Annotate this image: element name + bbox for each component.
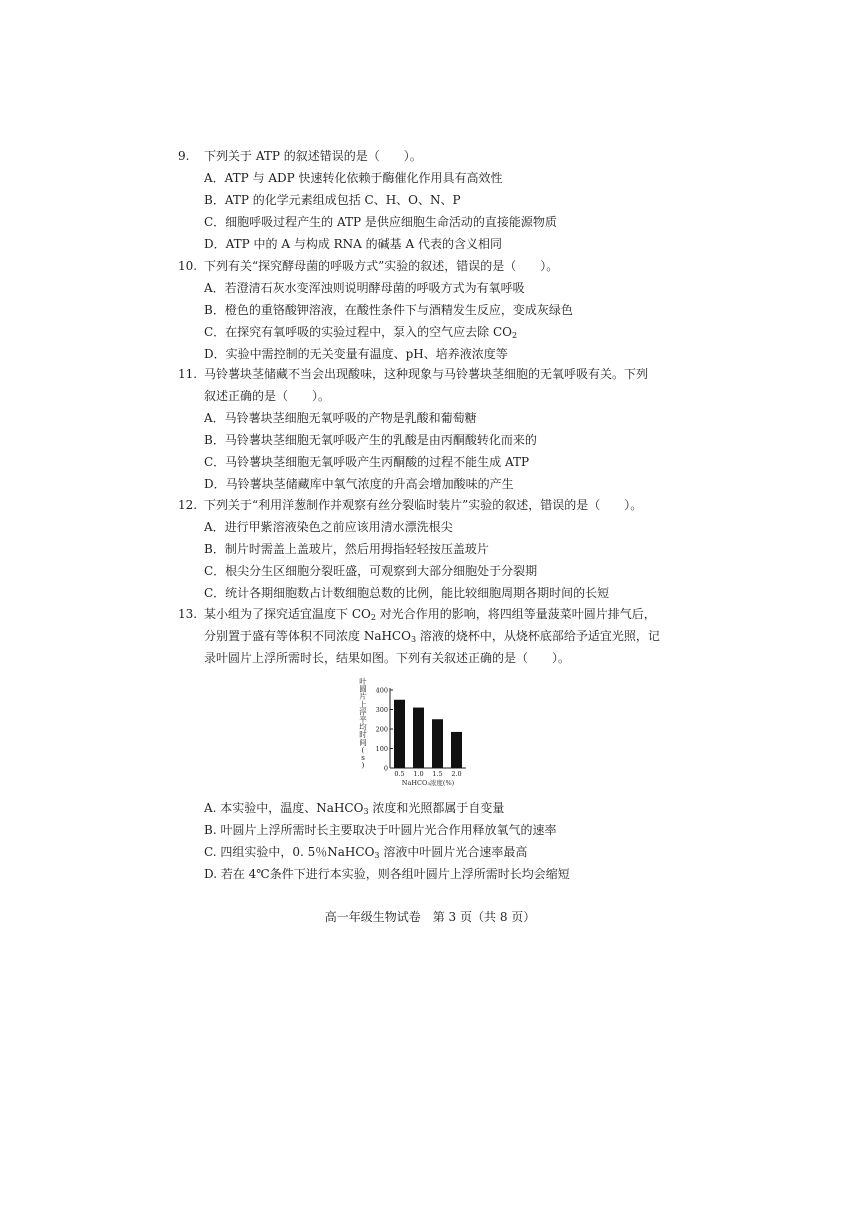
question-stem-line: 12. 下列关于“利用洋葱制作并观察有丝分裂临时装片”实验的叙述，错误的是（ ）。 [178,494,678,516]
x-axis-label: NaHCO₃浓度(%) [401,779,455,787]
question-13-options [178,797,678,885]
question-stem-line: 13. 某小组为了探究适宜温度下 $CO_2$ 对光合作用的影响，将四组等量菠菜叶圆片排气后， [178,603,678,625]
answer-option: C．马铃薯块茎细胞无氧呼吸产生丙酮酸的过程不能生成 ATP [204,455,530,469]
question-13 [178,603,678,669]
question-number: 9. [178,149,190,163]
page-footer: 高一年级生物试卷 第 3 页（共 8 页） [324,910,536,924]
answer-option: A．ATP 与 ADP 快速转化依赖于酶催化作用具有高效性 [204,171,503,185]
x-tick-label: 2.0 [451,770,462,778]
question-number: 11. [178,367,198,381]
question-10 [178,255,678,365]
x-tick-label: 1.0 [413,770,424,778]
question-stem-line: 10. 下列有关“探究酵母菌的呼吸方式”实验的叙述，错误的是（ ）。 [178,255,678,277]
question-stem-line: 叙述正确的是（ ）。 [204,389,331,403]
answer-option: C．根尖分生区细胞分裂旺盛，可观察到大部分细胞处于分裂期 [204,564,538,578]
y-tick-label: 300 [375,706,388,714]
answer-option: C．细胞呼吸过程产生的 ATP 是供应细胞生命活动的直接能源物质 [204,215,557,229]
y-axis-label: 叶圆片上浮平均时间( s ) [359,677,367,770]
answer-option: C．统计各期细胞数占计数细胞总数的比例，能比较细胞周期各期时间的长短 [204,586,610,600]
answer-option: A．若澄清石灰水变浑浊则说明酵母菌的呼吸方式为有氧呼吸 [204,281,525,295]
answer-option: C. 四组实验中，0. 5％NaHCO$_3$ 溶液中叶圆片光合速率最高 [204,845,528,860]
answer-option: A．马铃薯块茎细胞无氧呼吸的产物是乳酸和葡萄糖 [204,411,477,425]
answer-option: D．马铃薯块茎储藏库中氧气浓度的升高会增加酸味的产生 [204,477,514,491]
question-stem-line: 分别置于盛有等体积不同浓度 NaHCO$_3$ 溶液的烧杯中，从烧杯底部给予适宜光照，记 [204,629,660,644]
bar [394,700,405,768]
y-tick-label: 200 [375,725,388,734]
question-number: 10. [178,259,198,273]
y-tick-label: 0 [383,764,388,773]
x-tick-label: 1.5 [432,770,443,778]
answer-option: D．ATP 中的 A 与构成 RNA 的碱基 A 代表的含义相同 [204,237,502,251]
question-number: 13. [178,607,198,621]
question-stem-line: 11. 马铃薯块茎储藏不当会出现酸味，这种现象与马铃薯块茎细胞的无氧呼吸有关。下列 [178,363,678,385]
y-tick-label: 400 [375,686,388,695]
answer-option: B．ATP 的化学元素组成包括 C、H、O、N、P [204,193,461,207]
answer-option: A. 本实验中，温度、NaHCO$_3$ 浓度和光照都属于自变量 [204,801,505,816]
question-stem-line: 录叶圆片上浮所需时长，结果如图。下列有关叙述正确的是（ ）。 [204,651,571,665]
bar [413,708,424,768]
nahco3-bar-chart [356,676,472,798]
answer-option: B．橙色的重铬酸钾溶液，在酸性条件下与酒精发生反应，变成灰绿色 [204,303,573,317]
answer-option: A．进行甲紫溶液染色之前应该用清水漂洗根尖 [204,520,453,534]
answer-option: D. 若在 4℃条件下进行本实验，则各组叶圆片上浮所需时长均会缩短 [204,867,570,881]
answer-option: B．制片时需盖上盖玻片，然后用拇指轻轻按压盖玻片 [204,542,489,556]
answer-option: B. 叶圆片上浮所需时长主要取决于叶圆片光合作用释放氧气的速率 [204,823,557,837]
x-tick-label: 0.5 [394,770,405,778]
question-11 [178,363,678,495]
bar [432,719,443,768]
question-9 [178,145,678,255]
question-stem-line: 9. 下列关于 ATP 的叙述错误的是（ ）。 [178,145,678,167]
question-12 [178,494,678,604]
answer-option: D．实验中需控制的无关变量有温度、pH、培养液浓度等 [204,347,508,361]
question-number: 12. [178,498,198,512]
answer-option: C．在探究有氧呼吸的实验过程中，泵入的空气应去除 $CO_2$ [204,325,518,340]
answer-option: B．马铃薯块茎细胞无氧呼吸产生的乳酸是由丙酮酸转化而来的 [204,433,537,447]
y-tick-label: 100 [375,745,388,753]
bar [451,732,462,768]
